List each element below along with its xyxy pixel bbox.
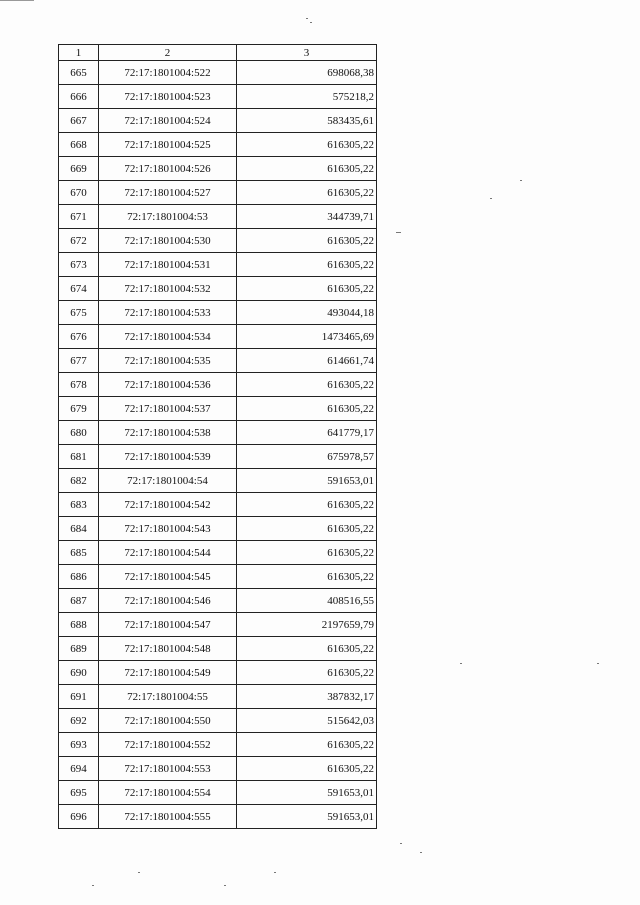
cadastral-number: 72:17:1801004:53 (99, 205, 237, 229)
cadastral-number: 72:17:1801004:531 (99, 253, 237, 277)
cadastral-number: 72:17:1801004:555 (99, 805, 237, 829)
cadastral-value: 1473465,69 (237, 325, 377, 349)
cadastral-value: 616305,22 (237, 637, 377, 661)
table-row (59, 349, 377, 373)
row-number: 675 (59, 301, 99, 325)
cadastral-number: 72:17:1801004:532 (99, 277, 237, 301)
cadastral-value: 616305,22 (237, 277, 377, 301)
row-number: 665 (59, 61, 99, 85)
scan-speck (460, 663, 462, 664)
cadastral-value: 675978,57 (237, 445, 377, 469)
row-number: 677 (59, 349, 99, 373)
cadastral-number: 72:17:1801004:525 (99, 133, 237, 157)
table-row (59, 757, 377, 781)
row-number: 683 (59, 493, 99, 517)
cadastral-value: 616305,22 (237, 133, 377, 157)
table-body (59, 61, 377, 829)
row-number: 680 (59, 421, 99, 445)
row-number: 685 (59, 541, 99, 565)
scan-edge-mark (0, 0, 34, 1)
table-row (59, 61, 377, 85)
row-number: 669 (59, 157, 99, 181)
cadastral-number: 72:17:1801004:537 (99, 397, 237, 421)
cadastral-value: 591653,01 (237, 781, 377, 805)
scan-speck (396, 232, 401, 233)
scan-speck (306, 18, 308, 19)
row-number: 693 (59, 733, 99, 757)
scan-speck (420, 852, 422, 853)
table-row (59, 493, 377, 517)
scan-speck (400, 843, 402, 844)
cadastral-value: 641779,17 (237, 421, 377, 445)
cadastral-number: 72:17:1801004:526 (99, 157, 237, 181)
row-number: 679 (59, 397, 99, 421)
cadastral-value: 2197659,79 (237, 613, 377, 637)
cadastral-number: 72:17:1801004:533 (99, 301, 237, 325)
cadastral-value: 616305,22 (237, 661, 377, 685)
table-row (59, 805, 377, 829)
row-number: 670 (59, 181, 99, 205)
column-header-3: 3 (237, 45, 377, 61)
cadastral-value: 591653,01 (237, 805, 377, 829)
cadastral-value: 616305,22 (237, 541, 377, 565)
cadastral-number: 72:17:1801004:548 (99, 637, 237, 661)
row-number: 666 (59, 85, 99, 109)
cadastral-number: 72:17:1801004:527 (99, 181, 237, 205)
column-header-2: 2 (99, 45, 237, 61)
row-number: 676 (59, 325, 99, 349)
cadastral-number: 72:17:1801004:536 (99, 373, 237, 397)
row-number: 674 (59, 277, 99, 301)
row-number: 691 (59, 685, 99, 709)
cadastral-number: 72:17:1801004:545 (99, 565, 237, 589)
table-row (59, 613, 377, 637)
cadastral-value: 515642,03 (237, 709, 377, 733)
row-number: 688 (59, 613, 99, 637)
table-row (59, 109, 377, 133)
row-number: 690 (59, 661, 99, 685)
cadastral-number: 72:17:1801004:524 (99, 109, 237, 133)
cadastral-value: 493044,18 (237, 301, 377, 325)
table-row (59, 589, 377, 613)
cadastral-value: 616305,22 (237, 397, 377, 421)
cadastral-number: 72:17:1801004:554 (99, 781, 237, 805)
table-row (59, 661, 377, 685)
table-row (59, 685, 377, 709)
table-row (59, 637, 377, 661)
cadastral-number: 72:17:1801004:539 (99, 445, 237, 469)
cadastral-number: 72:17:1801004:549 (99, 661, 237, 685)
cadastral-value: 575218,2 (237, 85, 377, 109)
cadastral-value: 344739,71 (237, 205, 377, 229)
cadastral-number: 72:17:1801004:535 (99, 349, 237, 373)
table-row (59, 781, 377, 805)
row-number: 682 (59, 469, 99, 493)
table-row (59, 157, 377, 181)
table-row (59, 253, 377, 277)
row-number: 684 (59, 517, 99, 541)
table-row (59, 733, 377, 757)
scan-speck (92, 885, 94, 886)
table-row (59, 301, 377, 325)
cadastral-value: 616305,22 (237, 757, 377, 781)
table-row (59, 133, 377, 157)
scan-speck (490, 198, 492, 199)
scan-speck (274, 872, 276, 873)
cadastral-value: 591653,01 (237, 469, 377, 493)
scan-speck (138, 872, 140, 873)
table-row (59, 541, 377, 565)
scan-speck (520, 180, 522, 181)
row-number: 667 (59, 109, 99, 133)
row-number: 671 (59, 205, 99, 229)
cadastral-value: 614661,74 (237, 349, 377, 373)
cadastral-number: 72:17:1801004:542 (99, 493, 237, 517)
cadastral-number: 72:17:1801004:553 (99, 757, 237, 781)
column-header-1: 1 (59, 45, 99, 61)
cadastral-value: 616305,22 (237, 733, 377, 757)
table-row (59, 565, 377, 589)
scan-speck (597, 663, 599, 664)
cadastral-value: 616305,22 (237, 565, 377, 589)
cadastral-value: 583435,61 (237, 109, 377, 133)
table-row (59, 421, 377, 445)
table-row (59, 517, 377, 541)
table-row (59, 205, 377, 229)
table-row (59, 229, 377, 253)
scan-speck (310, 22, 312, 23)
row-number: 694 (59, 757, 99, 781)
row-number: 668 (59, 133, 99, 157)
cadastral-number: 72:17:1801004:543 (99, 517, 237, 541)
cadastral-number: 72:17:1801004:530 (99, 229, 237, 253)
table-row (59, 277, 377, 301)
cadastral-value: 698068,38 (237, 61, 377, 85)
table-row (59, 373, 377, 397)
table-row (59, 445, 377, 469)
cadastral-value: 616305,22 (237, 157, 377, 181)
row-number: 687 (59, 589, 99, 613)
table-row (59, 709, 377, 733)
row-number: 672 (59, 229, 99, 253)
cadastral-value: 616305,22 (237, 253, 377, 277)
cadastral-number: 72:17:1801004:547 (99, 613, 237, 637)
header-row (59, 45, 377, 61)
row-number: 689 (59, 637, 99, 661)
cadastral-value: 616305,22 (237, 373, 377, 397)
row-number: 692 (59, 709, 99, 733)
table-row (59, 469, 377, 493)
row-number: 696 (59, 805, 99, 829)
row-number: 673 (59, 253, 99, 277)
cadastral-value: 616305,22 (237, 229, 377, 253)
table-row (59, 325, 377, 349)
cadastral-value: 616305,22 (237, 181, 377, 205)
row-number: 678 (59, 373, 99, 397)
table-row (59, 181, 377, 205)
cadastral-number: 72:17:1801004:55 (99, 685, 237, 709)
cadastral-number: 72:17:1801004:552 (99, 733, 237, 757)
cadastral-number: 72:17:1801004:534 (99, 325, 237, 349)
row-number: 695 (59, 781, 99, 805)
table-row (59, 397, 377, 421)
table-row (59, 85, 377, 109)
scan-speck (224, 885, 226, 886)
cadastral-number: 72:17:1801004:538 (99, 421, 237, 445)
cadastral-value: 616305,22 (237, 493, 377, 517)
cadastral-value: 616305,22 (237, 517, 377, 541)
cadastral-value: 408516,55 (237, 589, 377, 613)
cadastral-number: 72:17:1801004:546 (99, 589, 237, 613)
cadastral-number: 72:17:1801004:544 (99, 541, 237, 565)
cadastral-number: 72:17:1801004:54 (99, 469, 237, 493)
cadastral-number: 72:17:1801004:523 (99, 85, 237, 109)
cadastral-number: 72:17:1801004:522 (99, 61, 237, 85)
table-header (59, 45, 377, 61)
row-number: 681 (59, 445, 99, 469)
cadastral-value: 387832,17 (237, 685, 377, 709)
cadastral-table (58, 44, 377, 829)
cadastral-number: 72:17:1801004:550 (99, 709, 237, 733)
row-number: 686 (59, 565, 99, 589)
